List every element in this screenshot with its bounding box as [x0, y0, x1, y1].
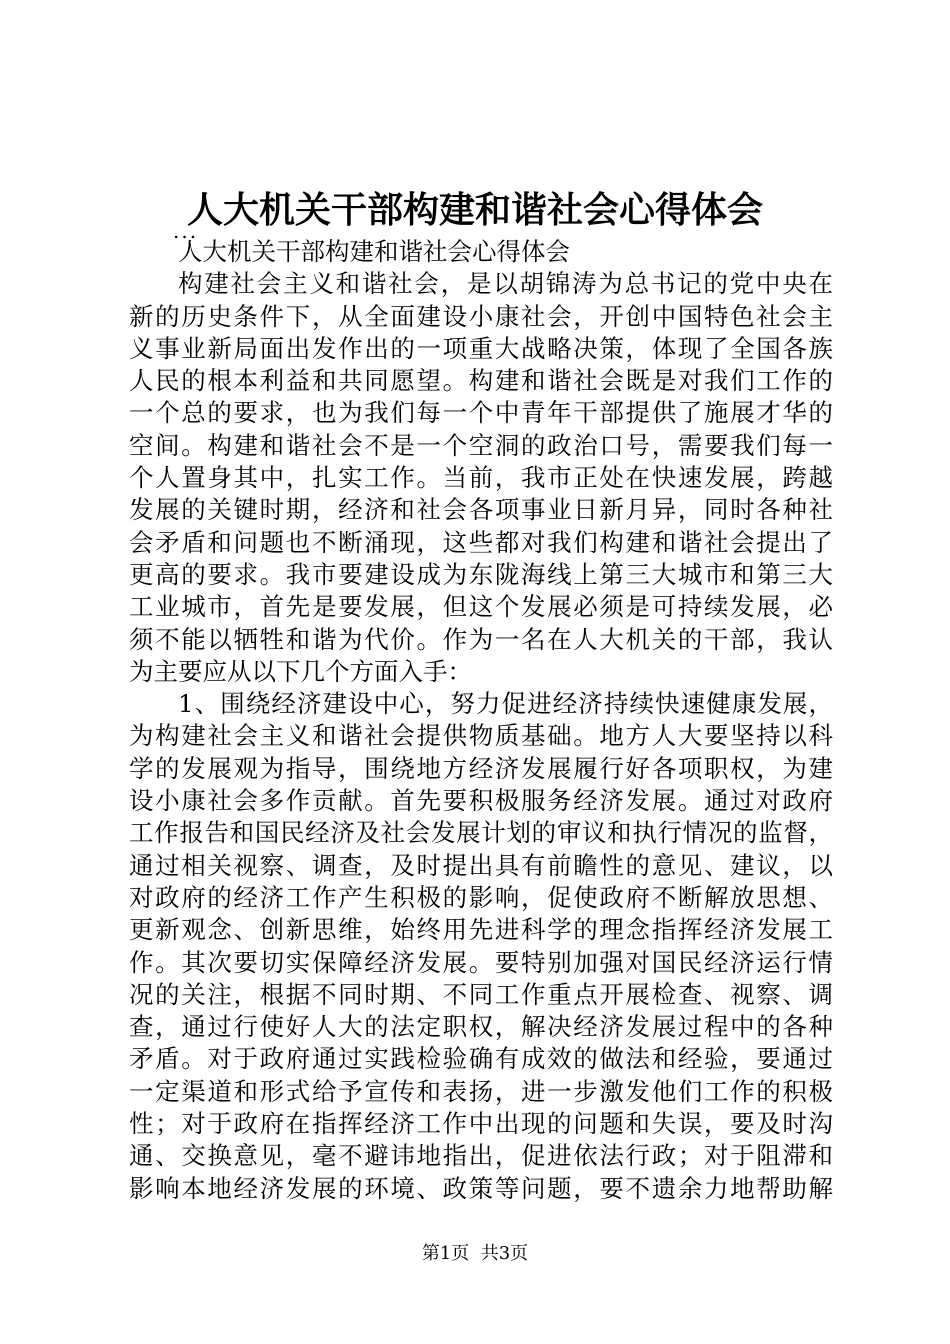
body-line: 通、交换意见，毫不避讳地指出，促进依法行政；对于阻滞和	[129, 1141, 833, 1171]
body-line: 须不能以牺牲和谐为代价。作为一名在人大机关的干部，我认	[129, 624, 833, 654]
document-title: 人大机关干部构建和谐社会心得体会	[186, 189, 763, 231]
body-line: 空间。构建和谐社会不是一个空洞的政治口号，需要我们每一	[129, 430, 833, 460]
body-line: 义事业新局面出发作出的一项重大战略决策，体现了全国各族	[129, 333, 833, 363]
body-line: 构建社会主义和谐社会，是以胡锦涛为总书记的党中央在	[178, 269, 833, 299]
ellipsis-marker: ...	[173, 219, 199, 243]
body-line: 更高的要求。我市要建设成为东陇海线上第三大城市和第三大	[129, 559, 833, 589]
body-line: 新的历史条件下，从全面建设小康社会，开创中国特色社会主	[129, 301, 833, 331]
body-line: 矛盾。对于政府通过实践检验确有成效的做法和经验，要通过	[129, 1044, 833, 1074]
document-body	[129, 236, 833, 1205]
body-line: 会矛盾和问题也不断涌现，这些都对我们构建和谐社会提出了	[129, 527, 833, 557]
body-line: 影响本地经济发展的环境、政策等问题，要不遗余力地帮助解	[129, 1173, 833, 1203]
body-line: 作。其次要切实保障经济发展。要特别加强对国民经济运行情	[129, 947, 833, 977]
body-line: 工业城市，首先是要发展，但这个发展必须是可持续发展，必	[129, 592, 833, 622]
body-line: 工作报告和国民经济及社会发展计划的审议和执行情况的监督，	[129, 818, 833, 848]
body-line: 一定渠道和形式给予宣传和表扬，进一步激发他们工作的积极	[129, 1076, 833, 1106]
body-line: 发展的关键时期，经济和社会各项事业日新月异，同时各种社	[129, 495, 833, 525]
body-line: 个人置身其中，扎实工作。当前，我市正处在快速发展，跨越	[129, 463, 833, 493]
body-line: 性；对于政府在指挥经济工作中出现的问题和失误，要及时沟	[129, 1109, 833, 1139]
body-line: 更新观念、创新思维，始终用先进科学的理念指挥经济发展工	[129, 915, 833, 945]
body-line: 为构建社会主义和谐社会提供物质基础。地方人大要坚持以科	[129, 721, 833, 751]
body-line: 查，通过行使好人大的法定职权，解决经济发展过程中的各种	[129, 1012, 833, 1042]
body-line: 学的发展观为指导，围绕地方经济发展履行好各项职权，为建	[129, 753, 833, 783]
body-line: 为主要应从以下几个方面入手：	[129, 656, 472, 686]
body-line: 1、围绕经济建设中心，努力促进经济持续快速健康发展，	[178, 689, 833, 719]
document-subtitle: 人大机关干部构建和谐社会心得体会	[178, 237, 570, 266]
body-line: 设小康社会多作贡献。首先要积极服务经济发展。通过对政府	[129, 786, 833, 816]
page-footer	[0, 1242, 950, 1266]
page-number-label: 第1页 共3页	[421, 1243, 529, 1264]
body-line: 通过相关视察、调查，及时提出具有前瞻性的意见、建议，以	[129, 850, 833, 880]
body-line: 对政府的经济工作产生积极的影响，促使政府不断解放思想、	[129, 882, 833, 912]
body-line: 况的关注，根据不同时期、不同工作重点开展检查、视察、调	[129, 979, 833, 1009]
body-line: 人民的根本利益和共同愿望。构建和谐社会既是对我们工作的	[129, 366, 833, 396]
body-line: 一个总的要求，也为我们每一个中青年干部提供了施展才华的	[129, 398, 833, 428]
